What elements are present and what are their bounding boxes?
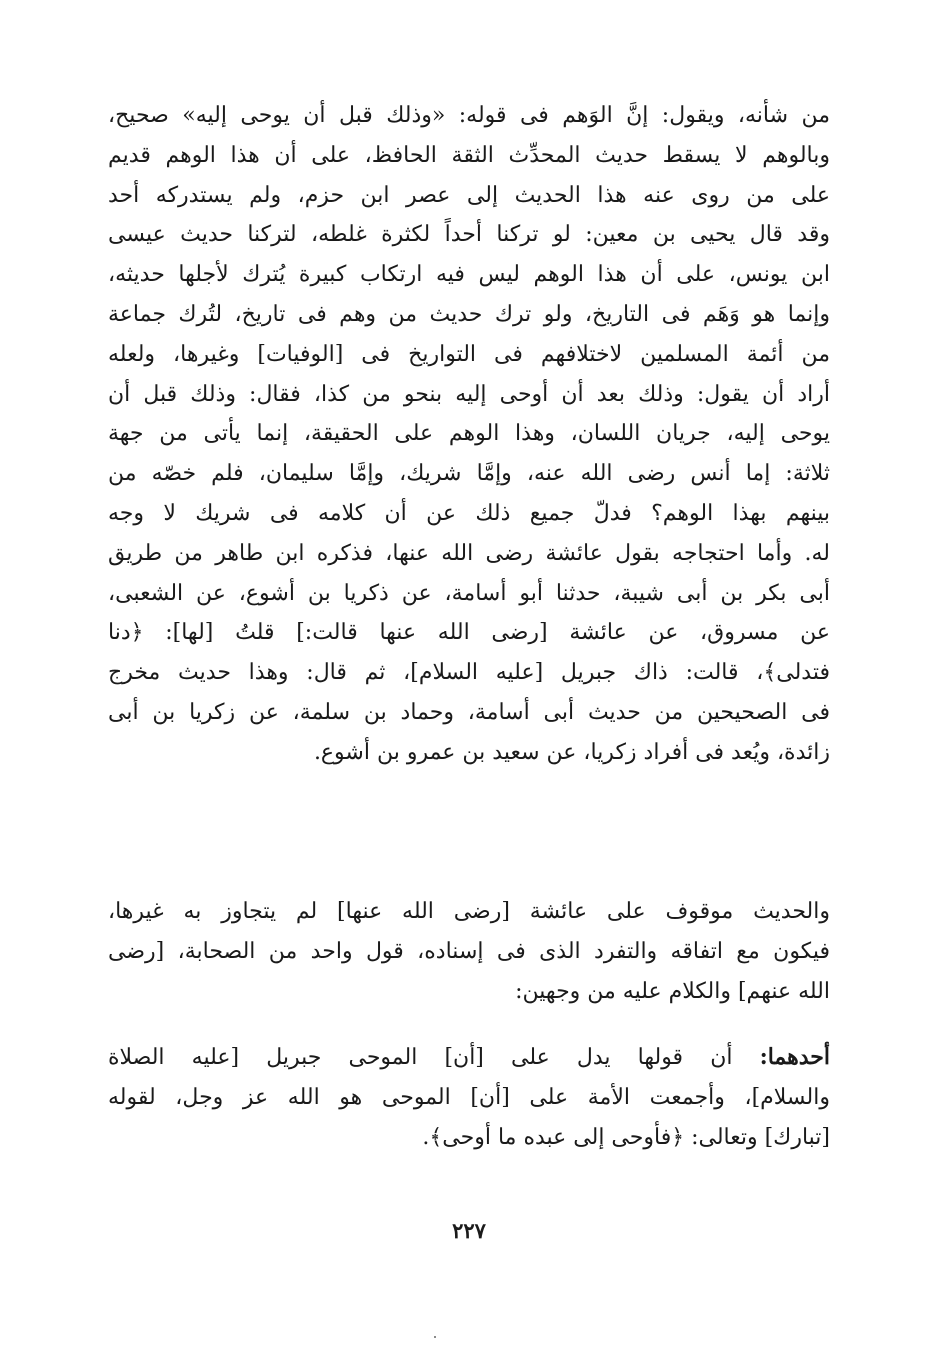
paragraph-3	[108, 1038, 830, 1157]
text-line: فتدلى﴾، قالت: ذاك جبريل [عليه السلام]، ثم قال: وهذا حديث مخرج	[108, 660, 830, 686]
text-line: من شأنه، ويقول: إنَّ الوَهم فى قوله: «وذلك قبل أن يوحى إليه» صحيح،	[108, 103, 830, 128]
text-line	[108, 1038, 830, 1078]
text-line: [تبارك] وتعالى: ﴿فأوحى إلى عبده ما أوحى﴾.	[422, 1124, 830, 1150]
text-line: الله عنهم] والكلام عليه من وجهين:	[515, 978, 830, 1004]
text-line: له. وأما احتجاجه بقول عائشة رضى الله عنها، فذكره ابن طاهر من طريق	[108, 540, 830, 566]
text-line: ثلاثة: إما أنس رضى الله عنه، وإمَّا شريك، وإمَّا سليمان، فلم خصّه من	[108, 461, 830, 487]
text-line: وإنما هو وَهَم فى التاريخ، ولو ترك حديث من وهم فى تاريخ، لتُرك جماعة	[108, 301, 830, 327]
text-span: أن قولها يدل على [أن] الموحى جبريل [عليه الصلاة	[108, 1045, 733, 1070]
text-line: وبالوهم لا يسقط حديث المحدِّث الثقة الحافظ، على أن هذا الوهم قديم	[108, 142, 830, 168]
text-line: زائدة، ويُعد فى أفراد زكريا، عن سعيد بن عمرو بن أشوع.	[313, 739, 830, 765]
text-line: من أئمة المسلمين لاختلافهم فى التواريخ فى [الوفيات] وغيرها، ولعله	[108, 341, 830, 367]
text-line: على من روى عنه هذا الحديث إلى عصر ابن حزم، ولم يستدركه أحد	[108, 182, 830, 208]
scan-speck	[434, 1336, 436, 1338]
text-line: أبى بكر بن أبى شيبة، حدثنا أبو أسامة، عن ذكريا بن أشوع، عن الشعبى،	[108, 580, 830, 606]
text-line: والحديث موقوف على عائشة [رضى الله عنها] لم يتجاوز به غيرها،	[108, 899, 830, 924]
page-number: ٢٢٧	[452, 1218, 486, 1243]
text-line: وقد قال يحيى بن معين: لو تركنا أحداً لكثرة غلطه، لتركنا حديث عيسى	[108, 222, 830, 248]
text-line: فيكون مع اتفاقه والتفرد الذى فى إسناده، قول واحد من الصحابة، [رضى	[108, 938, 830, 964]
paragraph-1	[108, 96, 830, 773]
text-line: عن مسروق، عن عائشة [رضى الله عنها قالت:] قلتُ [لها]: ﴿دنا	[108, 620, 830, 646]
text-line: ابن يونس، على أن هذا الوهم ليس فيه ارتكاب كبيرة يُترك لأجلها حديثه،	[108, 262, 830, 288]
text-line: والسلام]، وأجمعت الأمة على [أن] الموحى هو الله عز وجل، لقوله	[108, 1084, 830, 1110]
text-line: بينهم بهذا الوهم؟ فدلّ جميع ذلك عن أن كلامه فى شريك لا وجه	[108, 500, 830, 526]
text-line: يوحى إليه، جريان اللسان، وهذا الوهم على الحقيقة، إنما يأتى من جهة	[108, 421, 830, 447]
text-line: فى الصحيحين من حديث أبى أسامة، وحماد بن سلمة، عن زكريا بن أبى	[108, 699, 830, 725]
text-line: أراد أن يقول: وذلك بعد أن أوحى إليه بنحو من كذا، فقال: وذلك قبل أن	[108, 381, 830, 407]
lead-word: أحدهما:	[759, 1044, 830, 1070]
paragraph-2	[108, 892, 830, 1011]
